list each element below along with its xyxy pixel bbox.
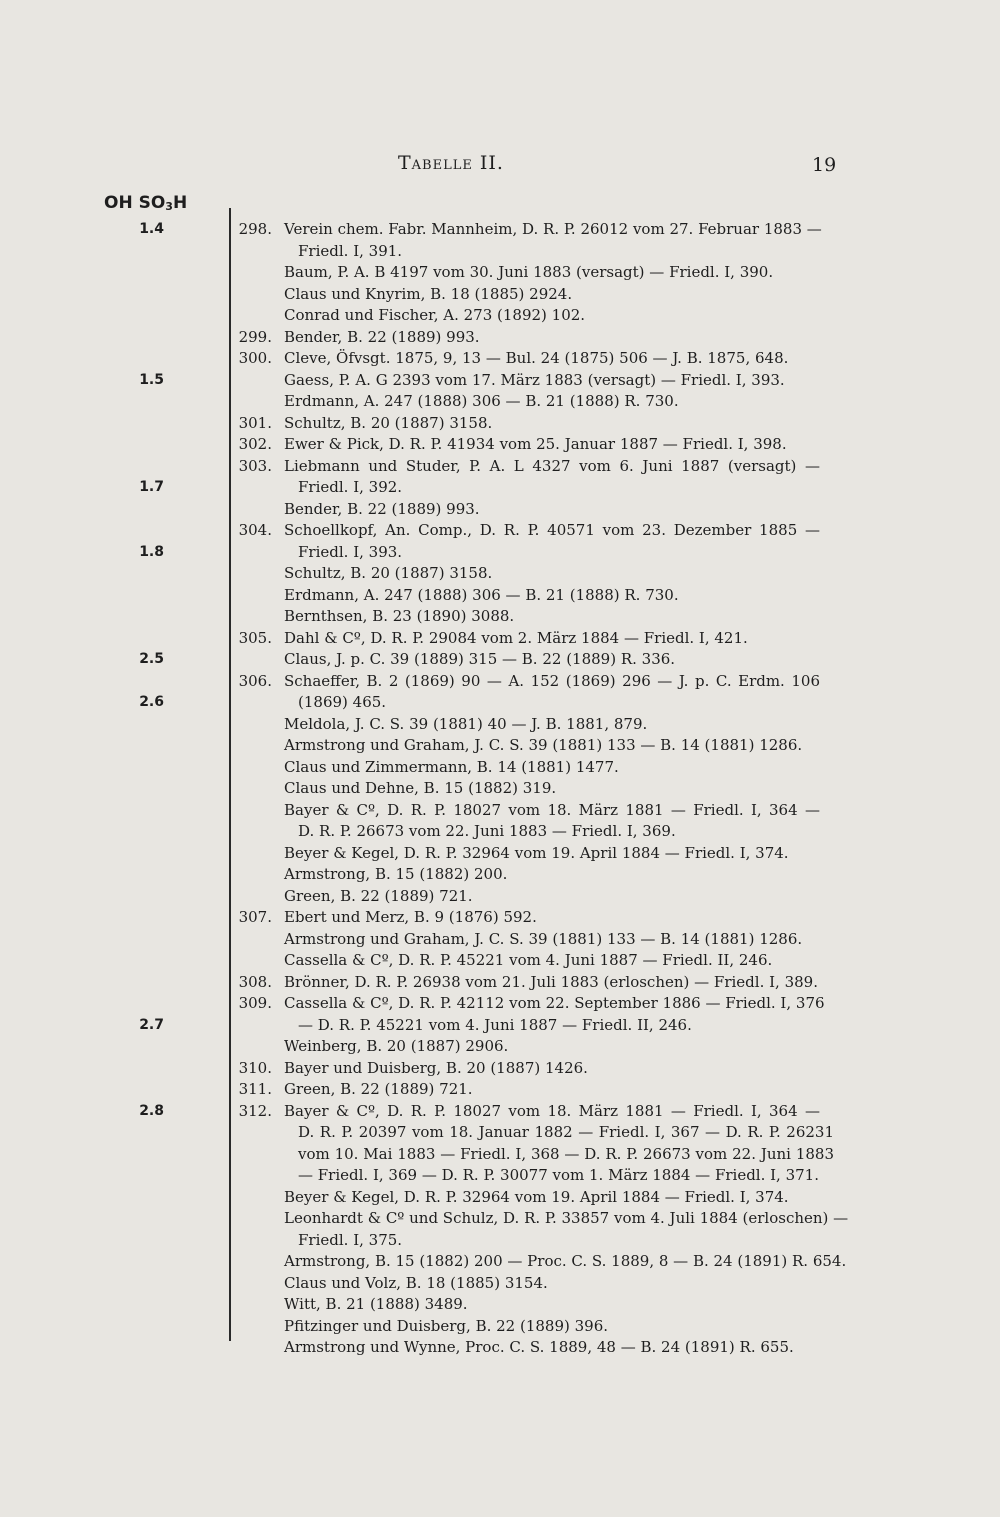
entry-line <box>0 1251 1000 1273</box>
entry-text: Friedl. I, 392. <box>298 478 403 496</box>
entry-text: Cassella & Cº, D. R. P. 42112 vom 22. September 1886 — Friedl. I, 376 <box>284 994 825 1012</box>
entry-text: D. R. P. 20397 vom 18. Januar 1882 — Friedl. I, 367 — D. R. P. 26231 <box>298 1123 834 1141</box>
entry-text: D. R. P. 26673 vom 22. Juni 1883 — Friedl. I, 369. <box>298 822 676 840</box>
entry-line <box>0 843 1000 865</box>
entry-line <box>0 864 1000 886</box>
entry-text: Claus und Zimmermann, B. 14 (1881) 1477. <box>284 757 619 776</box>
entry-text: Liebmann und Studer, P. A. L 4327 vom 6. Juni 1887 (versagt) — <box>284 456 820 475</box>
entry-line <box>0 456 1000 478</box>
left-column-value: 1.5 <box>139 371 164 388</box>
entry-text: Bernthsen, B. 23 (1890) 3088. <box>284 607 515 625</box>
entry-number: 309. <box>238 994 272 1012</box>
entry-line <box>0 606 1000 628</box>
entry-text: Ebert und Merz, B. 9 (1876) 592. <box>284 908 537 926</box>
entry-line <box>0 219 1000 241</box>
entry-line <box>0 585 1000 607</box>
left-column-value: 2.8 <box>139 1102 164 1119</box>
left-column-value: 2.5 <box>139 651 164 667</box>
entry-line <box>0 1165 1000 1187</box>
entry-line <box>0 821 1000 843</box>
entry-number: 298. <box>238 220 272 238</box>
entry-line <box>0 327 1000 349</box>
entry-line <box>0 671 1000 693</box>
entry-text: vom 10. Mai 1883 — Friedl. I, 368 — D. R. P. 26673 vom 22. Juni 1883 <box>298 1144 834 1163</box>
entry-line <box>0 305 1000 327</box>
entry-text: Claus und Volz, B. 18 (1885) 3154. <box>284 1273 548 1292</box>
entry-text: Baum, P. A. B 4197 vom 30. Juni 1883 (versagt) — Friedl. I, 390. <box>284 263 774 281</box>
entry-line <box>0 1144 1000 1166</box>
entry-line <box>0 434 1000 456</box>
entry-line <box>0 284 1000 306</box>
entry-line <box>0 692 1000 714</box>
entry-text: — D. R. P. 45221 vom 4. Juni 1887 — Friedl. II, 246. <box>298 1015 692 1034</box>
left-column-value: 1.8 <box>139 543 164 560</box>
entry-line <box>0 1337 1000 1359</box>
entry-line <box>0 649 1000 671</box>
entry-text: — Friedl. I, 369 — D. R. P. 30077 vom 1. März 1884 — Friedl. I, 371. <box>298 1166 819 1184</box>
entry-number: 303. <box>238 456 272 475</box>
entry-number: 299. <box>238 327 272 346</box>
page-number: 19 <box>812 154 837 176</box>
entry-line <box>0 477 1000 499</box>
entry-text: Claus und Dehne, B. 15 (1882) 319. <box>284 779 557 797</box>
entry-line <box>0 241 1000 263</box>
entry-text: Claus, J. p. C. 39 (1889) 315 — B. 22 (1889) R. 336. <box>284 650 676 668</box>
entry-text: Armstrong und Graham, J. C. S. 39 (1881) 133 — B. 14 (1881) 1286. <box>284 929 803 948</box>
entry-line <box>0 800 1000 822</box>
entry-number: 312. <box>238 1101 272 1120</box>
entry-text: Friedl. I, 393. <box>298 542 403 561</box>
entry-line <box>0 735 1000 757</box>
left-column-value: 1.7 <box>139 479 164 495</box>
entry-text: Schaeffer, B. 2 (1869) 90 — A. 152 (1869) 296 — J. p. C. Erdm. 106 <box>284 671 820 690</box>
entry-line <box>0 1015 1000 1037</box>
entry-list <box>0 219 1000 1359</box>
entry-number: 306. <box>238 671 272 690</box>
entry-line <box>0 348 1000 370</box>
entry-text: Erdmann, A. 247 (1888) 306 — B. 21 (1888) R. 730. <box>284 585 679 604</box>
entry-text: Armstrong und Wynne, Proc. C. S. 1889, 48 — B. 24 (1891) R. 655. <box>284 1338 794 1356</box>
column-header-main: OH SO <box>104 193 166 213</box>
entry-number: 300. <box>238 349 272 367</box>
entry-line <box>0 778 1000 800</box>
entry-text: Dahl & Cº, D. R. P. 29084 vom 2. März 1884 — Friedl. I, 421. <box>284 628 748 647</box>
entry-line <box>0 1058 1000 1080</box>
left-column-value: 2.6 <box>139 694 164 710</box>
column-header-subscript: 3 <box>165 200 173 213</box>
entry-line <box>0 972 1000 994</box>
entry-text: Bender, B. 22 (1889) 993. <box>284 327 480 346</box>
entry-text: Schultz, B. 20 (1887) 3158. <box>284 564 493 582</box>
entry-text: Green, B. 22 (1889) 721. <box>284 1080 473 1098</box>
entry-text: Brönner, D. R. P. 26938 vom 21. Juli 1883 (erloschen) — Friedl. I, 389. <box>284 972 818 991</box>
entry-text: Beyer & Kegel, D. R. P. 32964 vom 19. April 1884 — Friedl. I, 374. <box>284 1187 789 1206</box>
entry-line <box>0 757 1000 779</box>
entry-line <box>0 391 1000 413</box>
entry-line <box>0 370 1000 392</box>
column-header-end: H <box>172 193 188 213</box>
entry-line <box>0 628 1000 650</box>
entry-line <box>0 499 1000 521</box>
entry-number: 308. <box>238 972 272 991</box>
entry-text: Verein chem. Fabr. Mannheim, D. R. P. 26012 vom 27. Februar 1883 — <box>284 220 822 238</box>
entry-line <box>0 1230 1000 1252</box>
entry-number: 302. <box>238 435 272 453</box>
entry-text: Green, B. 22 (1889) 721. <box>284 886 473 905</box>
entry-text: Conrad und Fischer, A. 273 (1892) 102. <box>284 306 586 324</box>
entry-text: (1869) 465. <box>298 693 387 711</box>
entry-number: 305. <box>238 628 272 647</box>
entry-number: 301. <box>238 413 272 432</box>
entry-text: Gaess, P. A. G 2393 vom 17. März 1883 (versagt) — Friedl. I, 393. <box>284 370 785 389</box>
entry-line <box>0 1122 1000 1144</box>
entry-line <box>0 520 1000 542</box>
entry-line <box>0 929 1000 951</box>
entry-text: Pfitzinger und Duisberg, B. 22 (1889) 396. <box>284 1316 609 1335</box>
entry-text: Armstrong und Graham, J. C. S. 39 (1881) 133 — B. 14 (1881) 1286. <box>284 736 803 754</box>
column-header <box>104 193 187 213</box>
entry-line <box>0 907 1000 929</box>
entry-line <box>0 1316 1000 1338</box>
entry-text: Cassella & Cº, D. R. P. 45221 vom 4. Juni 1887 — Friedl. II, 246. <box>284 951 773 969</box>
entry-line <box>0 1187 1000 1209</box>
entry-number: 310. <box>238 1058 272 1077</box>
entry-text: Bender, B. 22 (1889) 993. <box>284 499 480 518</box>
entry-line <box>0 542 1000 564</box>
entry-line <box>0 714 1000 736</box>
entry-line <box>0 413 1000 435</box>
entry-line <box>0 950 1000 972</box>
entry-text: Witt, B. 21 (1888) 3489. <box>284 1295 468 1313</box>
entry-line <box>0 1208 1000 1230</box>
entry-text: Claus und Knyrim, B. 18 (1885) 2924. <box>284 284 573 303</box>
entry-text: Bayer & Cº, D. R. P. 18027 vom 18. März 1881 — Friedl. I, 364 — <box>284 800 820 819</box>
entry-text: Friedl. I, 391. <box>298 241 403 260</box>
entry-text: Meldola, J. C. S. 39 (1881) 40 — J. B. 1881, 879. <box>284 714 648 733</box>
entry-line <box>0 1294 1000 1316</box>
entry-text: Schoellkopf, An. Comp., D. R. P. 40571 vom 23. Dezember 1885 — <box>284 521 820 539</box>
entry-line <box>0 1036 1000 1058</box>
entry-text: Leonhardt & Cº und Schulz, D. R. P. 33857 vom 4. Juli 1884 (erloschen) — <box>284 1209 849 1227</box>
entry-text: Armstrong, B. 15 (1882) 200 — Proc. C. S. 1889, 8 — B. 24 (1891) R. 654. <box>284 1252 847 1270</box>
entry-text: Bayer & Cº, D. R. P. 18027 vom 18. März 1881 — Friedl. I, 364 — <box>284 1101 820 1120</box>
entry-number: 307. <box>238 908 272 926</box>
left-column-value: 2.7 <box>139 1016 164 1033</box>
entry-text: Beyer & Kegel, D. R. P. 32964 vom 19. April 1884 — Friedl. I, 374. <box>284 843 789 862</box>
entry-line <box>0 1079 1000 1101</box>
entry-number: 311. <box>238 1080 272 1098</box>
entry-number: 304. <box>238 521 272 539</box>
entry-text: Armstrong, B. 15 (1882) 200. <box>284 865 508 883</box>
entry-line <box>0 563 1000 585</box>
entry-text: Weinberg, B. 20 (1887) 2906. <box>284 1037 509 1055</box>
entry-text: Schultz, B. 20 (1887) 3158. <box>284 413 493 432</box>
left-column-value: 1.4 <box>139 221 164 237</box>
entry-text: Friedl. I, 375. <box>298 1230 403 1249</box>
entry-text: Ewer & Pick, D. R. P. 41934 vom 25. Januar 1887 — Friedl. I, 398. <box>284 435 787 453</box>
page-title: Tabelle II. <box>398 152 504 174</box>
entry-line <box>0 1273 1000 1295</box>
entry-line <box>0 993 1000 1015</box>
entry-text: Cleve, Öfvsgt. 1875, 9, 13 — Bul. 24 (1875) 506 — J. B. 1875, 648. <box>284 349 789 367</box>
entry-line <box>0 1101 1000 1123</box>
entry-text: Erdmann, A. 247 (1888) 306 — B. 21 (1888) R. 730. <box>284 392 679 410</box>
entry-text: Bayer und Duisberg, B. 20 (1887) 1426. <box>284 1058 588 1077</box>
entry-line <box>0 262 1000 284</box>
entry-line <box>0 886 1000 908</box>
